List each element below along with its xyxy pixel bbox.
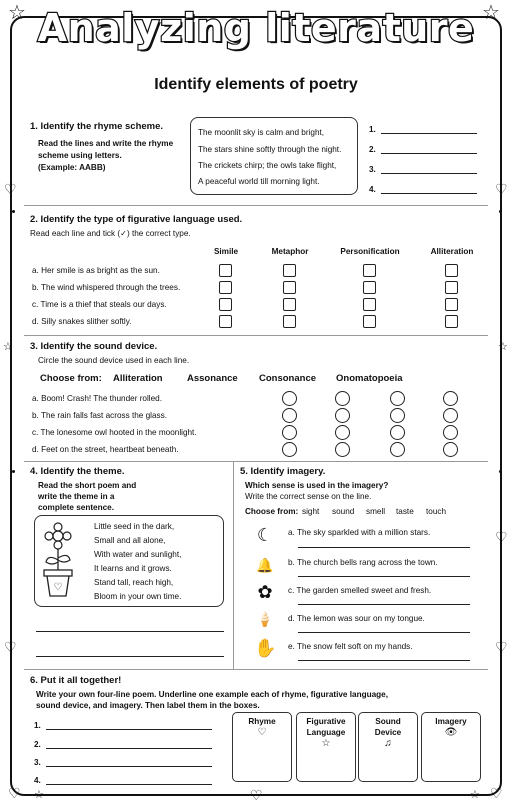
- theme-poem-line: It learns and it grows.: [94, 564, 172, 573]
- poem-line-number: 1.: [34, 721, 41, 730]
- star-icon: ☆: [482, 2, 500, 24]
- theme-poem-line: Small and all alone,: [94, 536, 166, 545]
- choose-from-label: Choose from:: [40, 373, 102, 384]
- column-header-personification: Personification: [340, 247, 400, 256]
- tick-box[interactable]: [219, 298, 232, 311]
- section-6-instruction: Write your own four-line poem. Underline one example each of rhyme, figurative language,: [36, 690, 388, 699]
- tick-box[interactable]: [363, 298, 376, 311]
- theme-poem-line: Bloom in your own time.: [94, 592, 182, 601]
- sound-row: a. Boom! Crash! The thunder rolled.: [32, 394, 163, 403]
- section-divider: [24, 461, 488, 462]
- answer-number: 1.: [369, 125, 376, 134]
- section-2-heading: 2. Identify the type of figurative language used.: [30, 214, 243, 225]
- choice-circle[interactable]: [390, 408, 405, 423]
- label-box-title: Imagery: [435, 717, 467, 726]
- tick-box[interactable]: [445, 298, 458, 311]
- imagery-answer-line[interactable]: [298, 576, 470, 577]
- section-5-heading: 5. Identify imagery.: [240, 466, 326, 477]
- ice-cream-icon: 🍦: [256, 611, 274, 627]
- poem-line-number: 2.: [34, 740, 41, 749]
- answer-line[interactable]: [381, 193, 477, 194]
- section-5-instruction: Write the correct sense on the line.: [245, 492, 372, 501]
- eye-icon: 👁: [444, 727, 458, 738]
- sound-row: d. Feet on the street, heartbeat beneath.: [32, 445, 179, 454]
- imagery-answer-line[interactable]: [298, 632, 470, 633]
- label-box-title: Figurative: [306, 717, 346, 726]
- dot-decoration: [499, 470, 502, 473]
- tick-box[interactable]: [445, 315, 458, 328]
- section-5-instruction: Which sense is used in the imagery?: [245, 481, 389, 490]
- theme-poem-line: Stand tall, reach high,: [94, 578, 174, 587]
- label-box-title: Language: [306, 728, 346, 737]
- column-header-simile: Simile: [213, 247, 239, 256]
- tick-box[interactable]: [283, 298, 296, 311]
- flower-pot-icon: [40, 522, 76, 598]
- section-6-instruction: sound device, and imagery. Then label them in the boxes.: [36, 701, 260, 710]
- choice-circle[interactable]: [335, 442, 350, 457]
- answer-line[interactable]: [381, 173, 477, 174]
- choice-circle[interactable]: [443, 442, 458, 457]
- tick-box[interactable]: [363, 281, 376, 294]
- choice-circle[interactable]: [443, 391, 458, 406]
- music-note-icon: ♫: [384, 738, 392, 749]
- poem-line: A peaceful world till morning light.: [198, 177, 320, 186]
- poem-write-line[interactable]: [46, 784, 212, 785]
- theme-poem-line: With water and sunlight,: [94, 550, 182, 559]
- dot-decoration: [499, 210, 502, 213]
- tick-box[interactable]: [445, 264, 458, 277]
- figurative-row: a. Her smile is as bright as the sun.: [32, 266, 160, 275]
- sense-option: touch: [426, 507, 447, 516]
- option-onomatopoeia: Onomatopoeia: [336, 373, 403, 384]
- choice-circle[interactable]: [335, 391, 350, 406]
- imagery-row: a. The sky sparkled with a million stars.: [288, 528, 431, 537]
- sense-option: sight: [302, 507, 320, 516]
- answer-number: 3.: [369, 165, 376, 174]
- label-box-title: Sound: [375, 717, 401, 726]
- section-4-heading: 4. Identify the theme.: [30, 466, 125, 477]
- section-divider: [24, 335, 488, 336]
- theme-poem-line: Little seed in the dark,: [94, 522, 175, 531]
- section-2-instruction: Read each line and tick (✓) the correct type.: [30, 229, 191, 238]
- page-subtitle: Identify elements of poetry: [154, 76, 358, 93]
- heart-icon: ♡: [495, 181, 508, 197]
- imagery-row: c. The garden smelled sweet and fresh.: [288, 586, 432, 595]
- choice-circle[interactable]: [390, 425, 405, 440]
- moon-stars-icon: ☾: [256, 525, 274, 545]
- sound-row: b. The rain falls fast across the glass.: [32, 411, 168, 420]
- poem-line: The moonlit sky is calm and bright,: [198, 128, 325, 137]
- choice-circle[interactable]: [282, 425, 297, 440]
- section-4-instruction: complete sentence.: [38, 503, 114, 512]
- poem-write-line[interactable]: [46, 766, 212, 767]
- choice-circle[interactable]: [335, 408, 350, 423]
- heart-icon: ♡: [250, 787, 263, 803]
- column-divider: [233, 461, 234, 669]
- star-icon: ☆: [498, 341, 508, 353]
- heart-icon: ♡: [4, 639, 17, 655]
- bell-icon: 🔔: [256, 557, 274, 573]
- imagery-row: e. The snow felt soft on my hands.: [288, 642, 413, 651]
- answer-number: 4.: [369, 185, 376, 194]
- poem-write-line[interactable]: [46, 729, 212, 730]
- heart-icon: ♡: [4, 181, 17, 197]
- mitten-icon: ✋: [254, 638, 277, 658]
- heart-icon: ♡: [495, 529, 508, 545]
- choice-circle[interactable]: [335, 425, 350, 440]
- figurative-row: b. The wind whispered through the trees.: [32, 283, 181, 292]
- figurative-row: c. Time is a thief that steals our days.: [32, 300, 167, 309]
- column-header-metaphor: Metaphor: [271, 247, 309, 256]
- imagery-answer-line[interactable]: [298, 660, 470, 661]
- star-icon: ☆: [3, 341, 13, 353]
- tick-box[interactable]: [219, 315, 232, 328]
- imagery-row: b. The church bells rang across the town.: [288, 558, 438, 567]
- choice-circle[interactable]: [282, 408, 297, 423]
- section-3-heading: 3. Identify the sound device.: [30, 341, 158, 352]
- dot-decoration: [12, 210, 15, 213]
- heart-icon: ♡: [490, 785, 503, 801]
- label-box-title: Rhyme: [248, 717, 276, 726]
- choice-circle[interactable]: [282, 391, 297, 406]
- tick-box[interactable]: [219, 281, 232, 294]
- option-consonance: Consonance: [259, 373, 317, 384]
- section-3-instruction: Circle the sound device used in each line.: [38, 356, 190, 365]
- star-icon: ☆: [321, 738, 331, 749]
- imagery-row: d. The lemon was sour on my tongue.: [288, 614, 425, 623]
- tick-box[interactable]: [283, 264, 296, 277]
- tick-box[interactable]: [445, 281, 458, 294]
- choice-circle[interactable]: [443, 408, 458, 423]
- tick-box[interactable]: [283, 281, 296, 294]
- section-divider: [24, 205, 488, 206]
- choice-circle[interactable]: [282, 442, 297, 457]
- option-assonance: Assonance: [187, 373, 238, 384]
- choice-circle[interactable]: [443, 425, 458, 440]
- flower-icon: ✿: [257, 582, 273, 602]
- sense-option: sound: [332, 507, 355, 516]
- sense-option: taste: [396, 507, 414, 516]
- dot-decoration: [12, 470, 15, 473]
- choice-circle[interactable]: [390, 391, 405, 406]
- sense-option: smell: [366, 507, 386, 516]
- option-alliteration: Alliteration: [113, 373, 163, 384]
- poem-line-number: 3.: [34, 758, 41, 767]
- answer-line[interactable]: [381, 133, 477, 134]
- theme-answer-line[interactable]: [36, 656, 224, 657]
- imagery-answer-line[interactable]: [298, 604, 470, 605]
- heart-icon: ♡: [495, 639, 508, 655]
- theme-answer-line[interactable]: [36, 631, 224, 632]
- poem-line-number: 4.: [34, 776, 41, 785]
- svg-text:♡: ♡: [53, 582, 63, 593]
- heart-icon: ♡: [8, 785, 21, 801]
- section-6-heading: 6. Put it all together!: [30, 675, 122, 686]
- section-4-instruction: Read the short poem and: [38, 481, 137, 490]
- sound-row: c. The lonesome owl hooted in the moonlight.: [32, 428, 197, 437]
- tick-box[interactable]: [363, 264, 376, 277]
- section-1-heading: 1. Identify the rhyme scheme.: [30, 121, 164, 132]
- tick-box[interactable]: [219, 264, 232, 277]
- section-divider: [24, 669, 488, 670]
- column-header-alliteration: Alliteration: [430, 247, 474, 256]
- tick-box[interactable]: [283, 315, 296, 328]
- label-box-title: Device: [374, 728, 402, 737]
- section-1-instruction: scheme using letters.: [38, 151, 122, 160]
- choose-from-label: Choose from:: [245, 507, 299, 516]
- answer-line[interactable]: [381, 153, 477, 154]
- imagery-answer-line[interactable]: [298, 547, 470, 548]
- choice-circle[interactable]: [390, 442, 405, 457]
- page-title: Analyzing literature: [37, 6, 475, 50]
- answer-number: 2.: [369, 145, 376, 154]
- poem-line: The stars shine softly through the night.: [198, 145, 342, 154]
- section-4-instruction: write the theme in a: [38, 492, 115, 501]
- star-icon: ☆: [470, 789, 480, 801]
- heart-icon: ♡: [257, 727, 267, 738]
- star-icon: ☆: [34, 789, 44, 801]
- star-icon: ☆: [8, 2, 26, 24]
- section-1-instruction: (Example: AABB): [38, 163, 106, 172]
- poem-line: The crickets chirp; the owls take flight,: [198, 161, 337, 170]
- poem-write-line[interactable]: [46, 748, 212, 749]
- tick-box[interactable]: [363, 315, 376, 328]
- figurative-row: d. Silly snakes slither softly.: [32, 317, 132, 326]
- section-1-instruction: Read the lines and write the rhyme: [38, 139, 174, 148]
